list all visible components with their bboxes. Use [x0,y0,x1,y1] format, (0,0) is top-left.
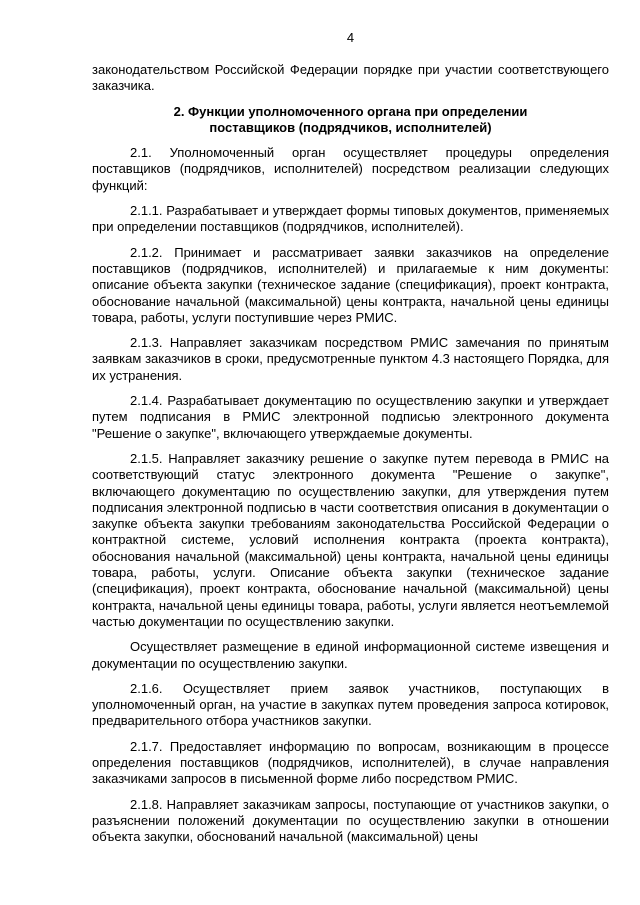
paragraph-2-1-5: 2.1.5. Направляет заказчику решение о закупке путем перевода в РМИС на соответствующий статус электронного документа "Решение о закупке", включающего документацию по осуществлению закупки, для утверждения путем подписания электронной подписью в части соответствия описания в документации о закупке объекта закупки требованиям законодательства Российской Федерации о контрактной системе, условий исполнения контракта (проекта контракта), обоснования начальной (максимальной) цены контракта, начальной цены единицы товара, работы, услуги. Описание объекта закупки (техническое задание (спецификация), проект контракта, обоснование начальной (максимальной) цены контракта, начальной цены единицы товара, работы, услуги является неотъемлемой частью документации по осуществлению закупки. [92,450,609,629]
paragraph-2-1: 2.1. Уполномоченный орган осуществляет процедуры определения поставщиков (подрядчиков, исполнителей) посредством реализации следующих функций: [92,145,609,193]
paragraph-2-1-2: 2.1.2. Принимает и рассматривает заявки заказчиков на определение поставщиков (подрядчиков, исполнителей) и прилагаемые к ним документы: описание объекта закупки (техническое задание (спецификация), проект контракта, обоснование начальной (максимальной) цены контракта, начальной цены единицы товара, работы, услуги поступившие через РМИС. [92,244,609,325]
paragraph-publication: Осуществляет размещение в единой информационной системе извещения и документации по осуществлению закупки. [92,639,609,671]
paragraph-continuation: законодательством Российской Федерации порядке при участии соответствующего заказчика. [92,62,609,94]
page-number: 4 [346,30,355,45]
paragraph-2-1-3: 2.1.3. Направляет заказчикам посредством РМИС замечания по принятым заявкам заказчиков в сроки, предусмотренные пунктом 4.3 настоящего Порядка, для их устранения. [92,335,609,383]
document-page [92,30,609,854]
paragraph-2-1-6: 2.1.6. Осуществляет прием заявок участников, поступающих в уполномоченный орган, на участие в закупках путем проведения запроса котировок, предварительного отбора участников закупки. [92,680,609,729]
paragraph-2-1-8: 2.1.8. Направляет заказчикам запросы, поступающие от участников закупки, о разъяснении положений документации по осуществлению закупки в отношении объекта закупки, обоснований начальной (максимальной) цены [92,796,609,845]
paragraph-2-1-7: 2.1.7. Предоставляет информацию по вопросам, возникающим в процессе определения поставщиков (подрядчиков, исполнителей), в случае направления заказчиками запросов в письменной форме либо посредством РМИС. [92,738,609,787]
paragraph-2-1-1: 2.1.1. Разрабатывает и утверждает формы типовых документов, применяемых при определении поставщиков (подрядчиков, исполнителей). [92,203,609,235]
section-title: 2. Функции уполномоченного органа при определении поставщиков (подрядчиков, исполнителей) [173,103,528,135]
paragraph-2-1-4: 2.1.4. Разрабатывает документацию по осуществлению закупки и утверждает путем подписания в РМИС электронной подписью электронного документа "Решение о закупке", включающего утверждаемые документы. [92,393,609,441]
